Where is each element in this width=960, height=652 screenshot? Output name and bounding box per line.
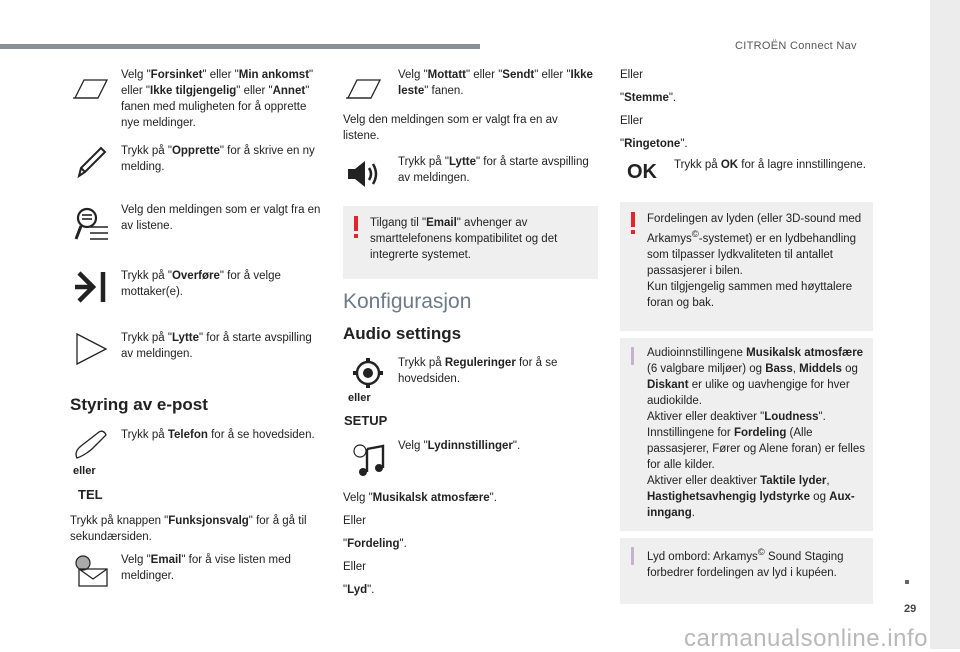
received-text: Velg "Mottatt" eller "Sendt" eller "Ikke leste" fanen.: [398, 69, 593, 97]
col2-eller-1: Eller: [343, 515, 367, 527]
email-warning-text: Tilgang til "Email" avhenger av smarttelefonens kompatibilitet og det integrerte systemet.: [370, 217, 558, 261]
gear-icon: [349, 354, 387, 392]
forward-icon: [72, 268, 110, 306]
col1-item-1: Trykk på "Opprette" for å skrive en ny melding.: [121, 145, 315, 173]
tel-label: TEL: [78, 487, 103, 502]
page-edge: [930, 0, 960, 649]
play-icon: [72, 330, 110, 368]
setup-label: SETUP: [344, 413, 388, 428]
col1-item-3: Trykk på "Overføre" for å velge mottaker(e).: [121, 270, 281, 298]
arkamys-info-text: Lyd ombord: Arkamys© Sound Staging forbedrer fordelingen av lyd i kupéen.: [647, 547, 844, 579]
page-number: 29: [904, 603, 917, 615]
arkamys-info: [620, 538, 873, 604]
listen-text: Trykk på "Lytte" for å starte avspilling av meldingen.: [398, 156, 589, 184]
ok-text: Trykk på OK for å lagre innstillingene.: [674, 159, 866, 171]
watermark: carmanualsonline.info: [684, 625, 928, 652]
col1-item-4: Trykk på "Lytte" for å starte avspilling av meldingen.: [121, 332, 312, 360]
speaker-icon: [345, 155, 383, 193]
col1-item-0: Velg "Forsinket" eller "Min ankomst" eller "Ikke tilgjengelig" eller "Annet" fanen med muligheten for å opprette nye meldinger.: [121, 69, 314, 129]
email-heading: Styring av e-post: [70, 395, 208, 414]
phone-text: Trykk på Telefon for å se hovedsiden.: [121, 429, 315, 441]
col3-eller-2: Eller: [620, 115, 644, 127]
config-heading: Konfigurasjon: [343, 290, 472, 313]
audio-text: Velg "Lydinnstillinger".: [398, 440, 521, 452]
select-text: Velg den meldingen som er valgt fra en av listene.: [343, 114, 558, 142]
info-icon: [631, 347, 634, 365]
settings-text: Trykk på Reguleringer for å se hovedsiden.: [398, 357, 558, 385]
fordeling-text: "Fordeling".: [343, 538, 407, 550]
ringetone-text: "Ringetone".: [620, 138, 688, 150]
warning-icon: [351, 216, 361, 238]
audio-info-text: Audioinnstillingene Musikalsk atmosfære (6 valgbare miljøer) og Bass, Middels og Diskant er ulike og uavhengige for hver audiokilde. Aktiver eller deaktiver "Loudness". Innstillingene for Fordeling (Alle passasjerer, Fører og Alene foran) er felles for alle kilder. Aktiver eller deaktiver Taktile lyder, Hastighetsavhengig lydstyrke og Aux-inngang.: [647, 347, 865, 519]
email-text: Velg "Email" for å vise listen med meldinger.: [121, 554, 291, 582]
message-icon: [72, 70, 110, 108]
pencil-icon: [72, 143, 110, 181]
phone-eller: eller: [73, 465, 96, 477]
info-icon: [631, 547, 634, 565]
col1-item-2: Velg den meldingen som er valgt fra en av listene.: [121, 204, 321, 232]
col3-eller-1: Eller: [620, 69, 644, 81]
continue-dot: [905, 580, 909, 584]
email-icon: [72, 553, 110, 591]
warning-icon: [628, 212, 638, 234]
phone-icon: [72, 427, 110, 465]
email-warning: [343, 206, 598, 279]
music-settings-icon: [349, 440, 387, 478]
ok-icon: OK: [627, 161, 657, 183]
message-icon: [345, 70, 383, 108]
page-header: CITROËN Connect Nav: [735, 40, 857, 52]
settings-eller: eller: [348, 392, 371, 404]
top-bar: [0, 44, 480, 49]
audio-heading: Audio settings: [343, 324, 462, 343]
lyd-text: "Lyd".: [343, 584, 375, 596]
stemme-text: "Stemme".: [620, 92, 677, 104]
col2-eller-2: Eller: [343, 561, 367, 573]
func-text: Trykk på knappen "Funksjonsvalg" for å gå til sekundærsiden.: [70, 515, 307, 543]
sound-warning-text: Fordelingen av lyden (eller 3D-sound med Arkamys©-systemet) er en lydbehandling som tilpasser lydkvaliteten til antallet passasjerer i bilen. Kun tilgjengelig sammen med høyttalere foran og bak.: [647, 213, 862, 309]
ambience-text: Velg "Musikalsk atmosfære".: [343, 492, 497, 504]
audio-info: [620, 338, 873, 531]
sound-warning: [620, 202, 873, 331]
search-list-icon: [72, 205, 110, 243]
